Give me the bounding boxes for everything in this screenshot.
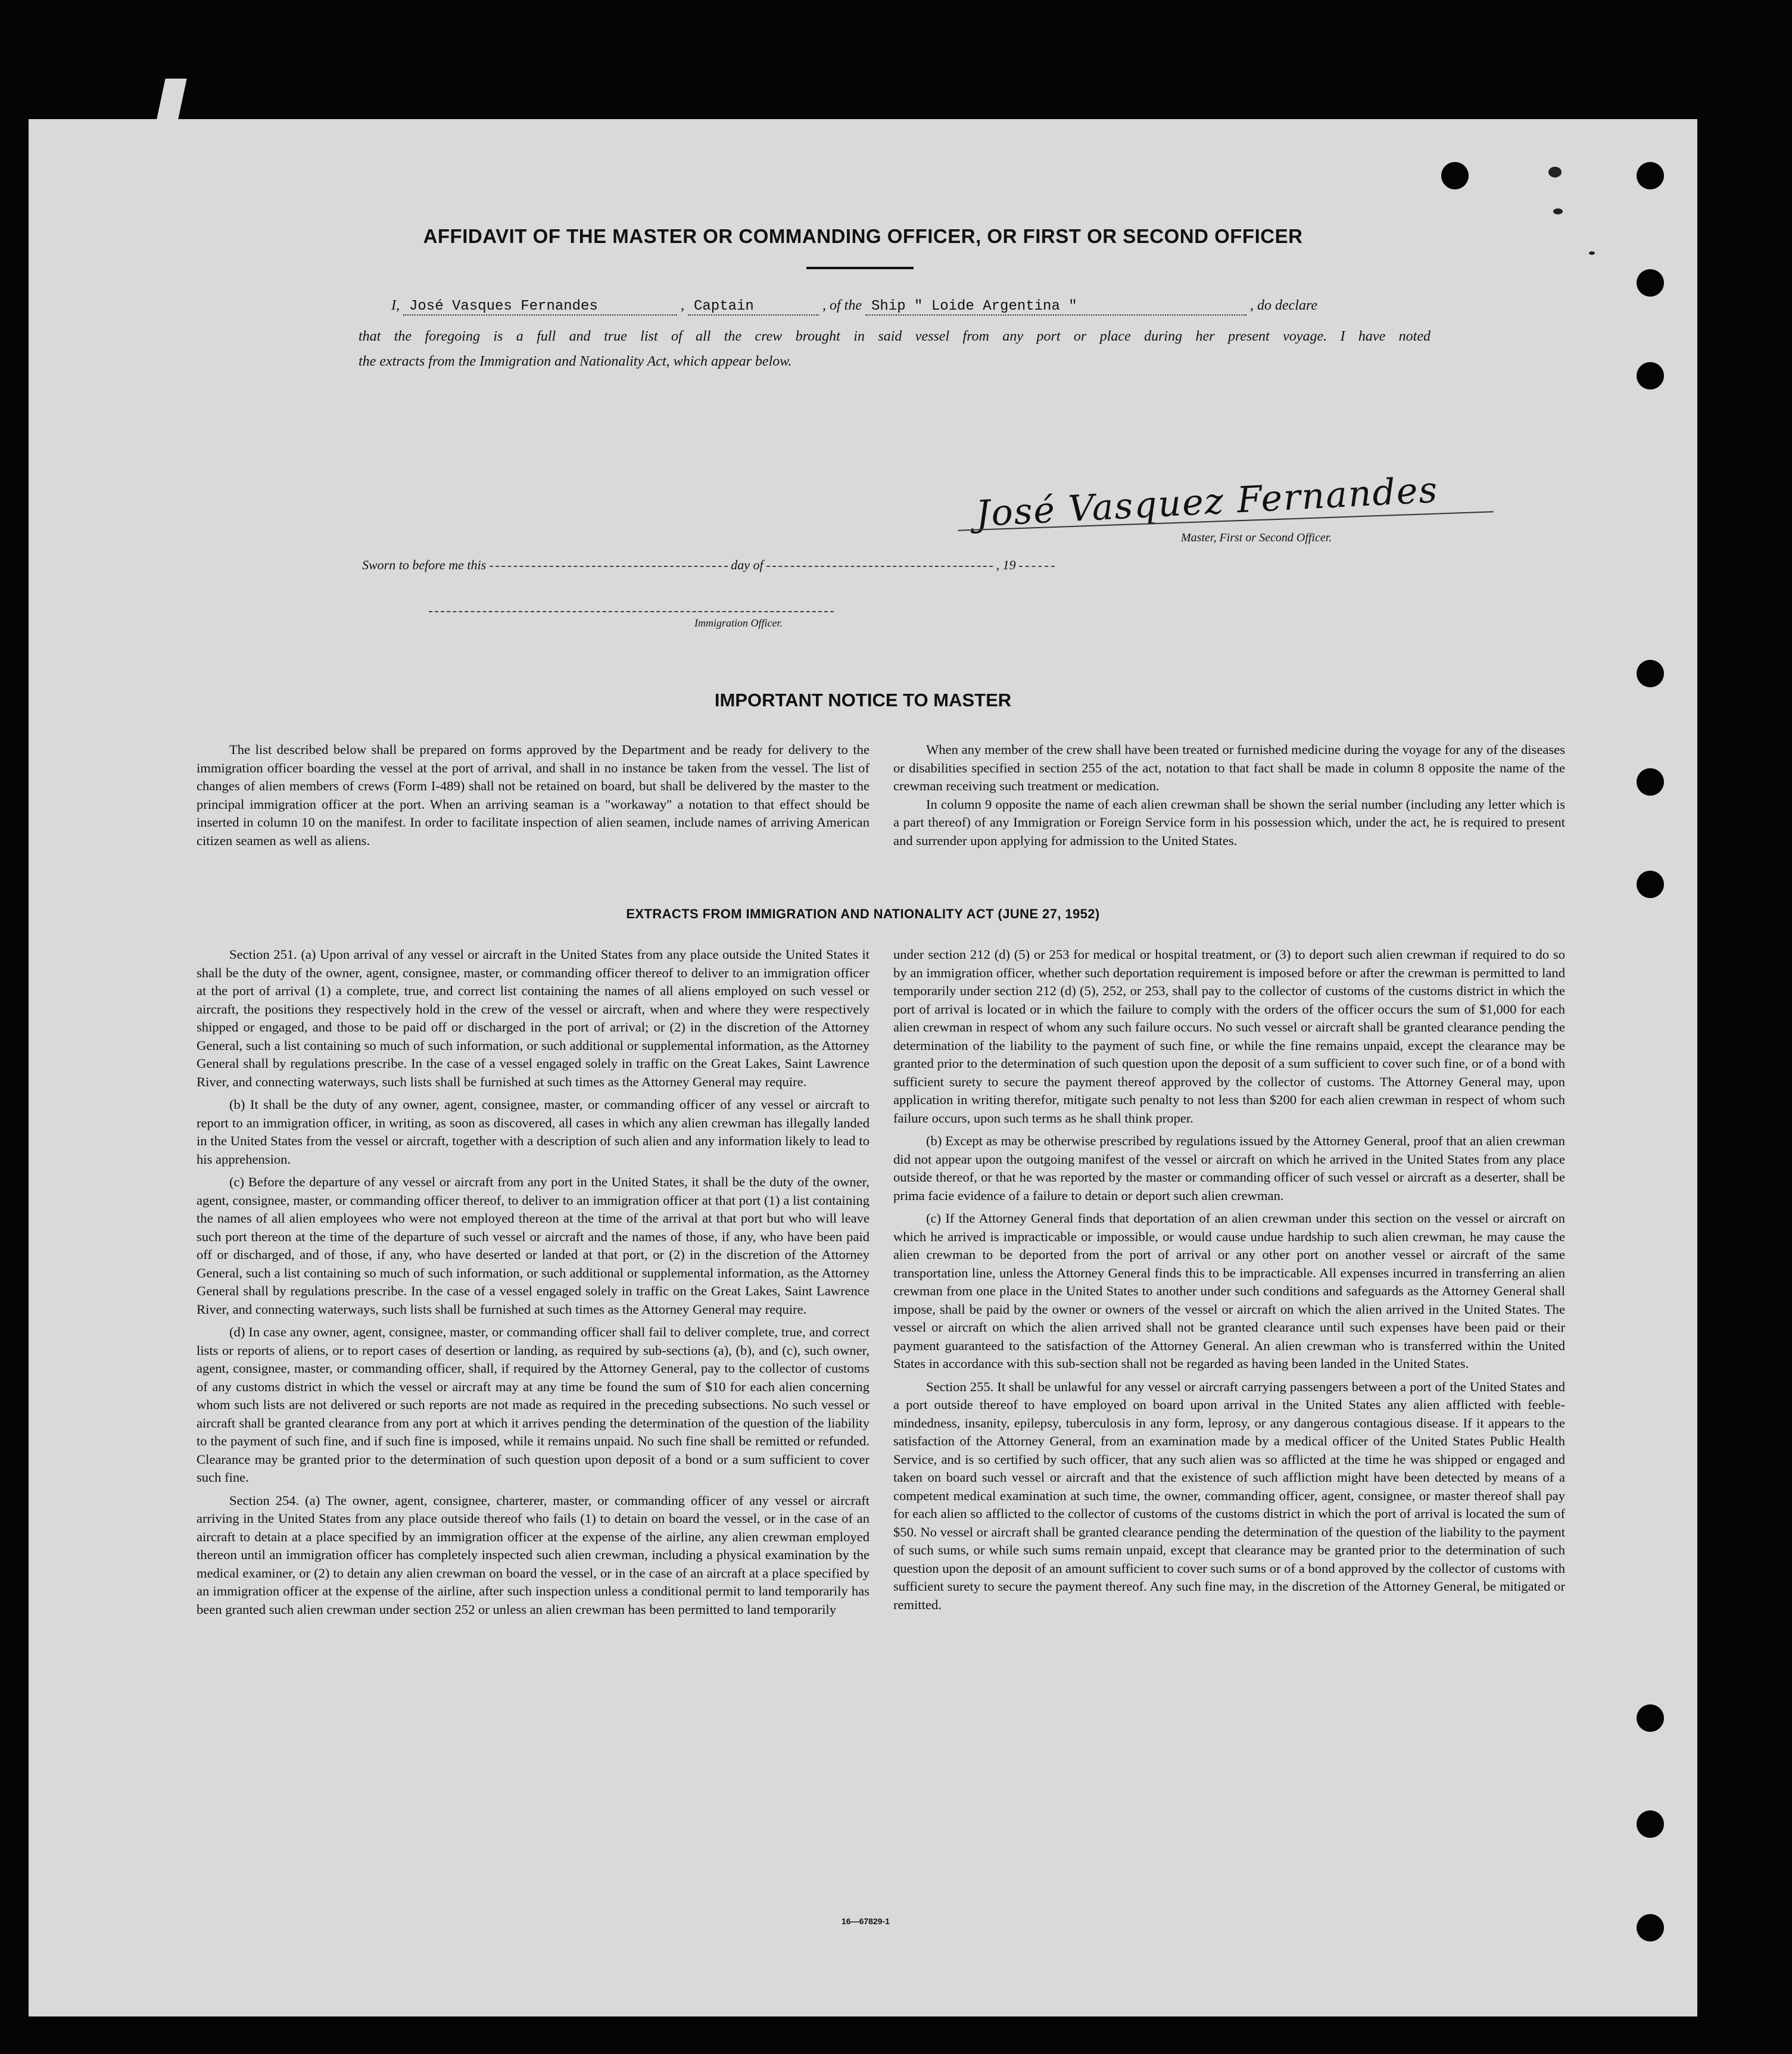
punch-hole bbox=[1637, 768, 1664, 796]
section-paragraph: (c) Before the departure of any vessel or aircraft from any port in the United States, it shall be the duty of the owner, agent, consignee, master, or commanding officer thereof, to deliver to an immigration officer at that port (1) a list containing the names of all alien employees who were not employed thereon at the time of the arrival at that port but who will leave such port thereon at the time of the departure of such vessel or aircraft and the names of those, if any, who have been paid off or discharged, and of those, if any, who have deserted or landed at that port, or (2) in the discretion of the Attorney General, such a list containing so much of such information, or such additional or supplemental information, as the Attorney General shall by regulations prescribe. In the case of a vessel engaged solely in traffic on the Great Lakes, Saint Lawrence River, and connecting waterways, such lists shall be furnished at such times as the Attorney General may require. bbox=[197, 1174, 869, 1317]
year-blank bbox=[1019, 566, 1055, 567]
section-paragraph: (c) If the Attorney General finds that deportation of an alien crewman under this section on the vessel or aircraft on which he arrived is impracticable or impossible, or would cause undue hardship to such alien crewman, he may cause the alien crewman to be deported from the port of arrival or any other port on another vessel or aircraft of the same transportation line, unless the Attorney General finds this to be impracticable. All expenses incurred in transferring an alien crewman from one place in the United States to another under such conditions and safeguards as the Attorney General shall impose, shall be paid by the owner or owners of the vessel or aircraft on which the alien arrived in the United States. The vessel or aircraft on which the alien arrived shall not be granted clearance until such expenses have been paid or their payment guaranteed to the satisfaction of the Attorney General. An alien crewman who is transferred within the United States in accordance with this sub-section shall not be regarded as having been landed in the United States. bbox=[893, 1211, 1565, 1371]
notice-title: IMPORTANT NOTICE TO MASTER bbox=[714, 690, 1012, 710]
master-signature: José Vasquez Fernandes bbox=[974, 469, 1439, 535]
declaration-line-1: I, José Vasques Fernandes , Captain , of the Ship " Loide Argentina " , do declare bbox=[391, 298, 1318, 314]
form-number: 16—67829-1 bbox=[842, 1916, 890, 1926]
immigration-officer-line bbox=[429, 611, 834, 612]
ink-speck bbox=[1553, 208, 1563, 214]
punch-hole bbox=[1637, 660, 1664, 687]
title-rule bbox=[806, 267, 914, 269]
section-paragraph: Section 255. It shall be unlawful for any vessel or aircraft carrying passengers between a port of the United States and a port outside thereof to have employed on board upon arrival in the United States any alien afflicted with feeble-mindedness, insanity, epilepsy, tuberculosis in any form, leprosy, or any dangerous contagious disease. If it appears to the satisfaction of the Attorney General, from an examination made by a medical officer of the United States Public Health Service, and is so certified by such officer, that any such alien was so afflicted at the time he was shipped or engaged and taken on board such vessel or aircraft and that the existence of such affliction might have been detected by means of a competent medical examination at such time, the owner, commanding officer, agent, consignee, or master thereof shall pay for each alien so afflicted to the collector of customs of the customs district in which the port of arrival is located the sum of $50. No vessel or aircraft shall be granted clearance pending the determination of the question of the liability to the payment of such sums, or while such sums remain unpaid, except that clearance may be granted prior to the determination of such question upon the deposit of an amount sufficient to cover such sums or of a bond approved by the collector of customs with sufficient surety to secure the payment thereof. Any such fine may, in the discretion of the Attorney General, be mitigated or remitted. bbox=[893, 1379, 1565, 1612]
vessel-field: Ship " Loide Argentina " bbox=[865, 298, 1246, 316]
punch-hole bbox=[1637, 871, 1664, 898]
section-paragraph: (d) In case any owner, agent, consignee, master, or commanding officer shall fail to deliver complete, true, and correct lists or reports of aliens, or to report cases of desertion or landing, as required by sub-sections (a), (b), and (c), such owner, agent, consignee, master, or commanding officer, shall, if required by the Attorney General, pay to the collector of customs of any customs district in which the vessel or aircraft may at any time be found the sum of $10 for each alien concerning whom such lists are not delivered or such reports are not made as required in the preceding subsections. No such vessel or aircraft shall be granted clearance from any port at which it arrives pending the determination of the question of the liability to the payment of such fine, and if such fine is imposed, while it remains unpaid. No such fine shall be remitted or refunded. Clearance may be granted prior to the determination of such question upon deposit of a bond or a sum sufficient to cover such fine. bbox=[197, 1324, 869, 1485]
notice-paragraph: When any member of the crew shall have been treated or furnished medicine during the voyage for any of the diseases or disabilities specified in section 255 of the act, notation to that fact shall be made in column 8 opposite the name of the crewman receiving such treatment or medication. bbox=[893, 742, 1565, 793]
master-name-field: José Vasques Fernandes bbox=[403, 298, 677, 316]
year-label: , 19 bbox=[996, 557, 1016, 572]
punch-hole bbox=[1441, 162, 1469, 189]
month-blank bbox=[766, 566, 993, 567]
punch-hole bbox=[1637, 162, 1664, 189]
punch-hole bbox=[1637, 1810, 1664, 1838]
section-paragraph: (b) Except as may be otherwise prescribed by regulations issued by the Attorney General, proof that an alien crewman did not appear upon the outgoing manifest of the vessel or aircraft on which he arrived in the United States from any place outside thereof, or that he was reported by the master or commanding officer of such vessel or aircraft as a deserter, shall be prima facie evidence of a failure to detain or deport such alien crewman. bbox=[893, 1133, 1565, 1203]
sworn-label: Sworn to before me this bbox=[362, 557, 487, 572]
immigration-officer-caption: Immigration Officer. bbox=[694, 617, 783, 629]
notice-right-column bbox=[893, 741, 1565, 850]
section-paragraph: (b) It shall be the duty of any owner, agent, consignee, master, or commanding officer of any vessel or aircraft to report to an immigration officer, in writing, as soon as discovered, all cases in which any alien crewman has illegally landed in the United States from the vessel or aircraft, together with a description of such alien and any information likely to lead to his apprehension. bbox=[197, 1097, 869, 1167]
signature-caption: Master, First or Second Officer. bbox=[1181, 531, 1332, 544]
i-label: I, bbox=[391, 298, 400, 313]
declaration-line-3: the extracts from the Immigration and Nationality Act, which appear below. bbox=[359, 354, 792, 369]
notice-paragraph: In column 9 opposite the name of each alien crewman shall be shown the serial number (including any letter which is a part thereof) of any Immigration or Foreign Service form in his possession which, under the act, he is required to present and surrender upon applying for admission to the United States. bbox=[893, 796, 1565, 848]
do-declare-label: , do declare bbox=[1250, 298, 1318, 313]
paper-corner-tab bbox=[156, 79, 186, 121]
punch-hole bbox=[1637, 1914, 1664, 1941]
extracts-right-column bbox=[893, 946, 1565, 1619]
ink-speck bbox=[1548, 167, 1562, 177]
sworn-line bbox=[362, 557, 1055, 573]
of-the-label: , of the bbox=[822, 298, 862, 313]
punch-hole bbox=[1637, 1704, 1664, 1732]
section-paragraph: Section 254. (a) The owner, agent, consignee, charterer, master, or commanding officer of any vessel or aircraft arriving in the United States from any place outside thereof who fails (1) to detain on board the vessel, or in the case of an aircraft to detain at a place specified by an immigration officer at the expense of the airline, any alien crewman employed thereon until an immigration officer has completely inspected such alien crewman, including a physical examination by the medical examiner, or (2) to detain any alien crewman on board the vessel, or in the case of an aircraft at a place specified by an immigration officer at the expense of the airline, after such inspection unless a conditional permit to land temporarily has been granted such alien crewman under section 252 or unless an alien crewman has been permitted to land temporarily bbox=[197, 1492, 869, 1617]
extracts-left-column bbox=[197, 946, 869, 1623]
day-of-label: day of bbox=[731, 557, 763, 572]
notice-left-column bbox=[197, 741, 869, 850]
extracts-title: EXTRACTS FROM IMMIGRATION AND NATIONALITY ACT (JUNE 27, 1952) bbox=[626, 906, 1100, 921]
section-paragraph: under section 212 (d) (5) or 253 for medical or hospital treatment, or (3) to deport such alien crewman if required to do so by an immigration officer, whether such deportation requirement is imposed before or after the crewman is permitted to land temporarily under section 212 (d) (5), 252, or 253, shall pay to the collector of customs of the customs district in which the port of arrival is located or in which the failure to comply with the orders of the officer occurs the sum of $1,000 for each alien crewman in respect of whom any such failure occurs. No such vessel or aircraft shall be granted clearance pending the determination of the liability to the payment of such fine, or while the fine remains unpaid, except the clearance may be granted prior to the determination of such question upon the deposit of a sum sufficient to cover such fine, or of a bond with sufficient surety to secure the payment thereof approved by the collector of customs. The Attorney General may, upon application in writing therefor, mitigate such penalty to not less than $200 for each alien crewman in respect of whom such failure occurs, upon such terms as he shall think proper. bbox=[893, 947, 1565, 1126]
ink-speck bbox=[1589, 251, 1595, 255]
affidavit-page bbox=[29, 119, 1697, 2016]
sworn-date-blank bbox=[490, 566, 728, 567]
affidavit-title: AFFIDAVIT OF THE MASTER OR COMMANDING OFFICER, OR FIRST OR SECOND OFFICER bbox=[423, 225, 1303, 247]
punch-hole bbox=[1637, 362, 1664, 389]
punch-hole bbox=[1637, 269, 1664, 297]
notice-paragraph: The list described below shall be prepared on forms approved by the Department and be ready for delivery to the immigration officer boarding the vessel at the port of arrival, and shall in no instance be taken from the vessel. The list of changes of alien members of crews (Form I-489) shall not be retained on board, but shall be delivered by the master to the principal immigration officer at the port. When an arriving seaman is a "workaway" a notation to that effect should be inserted in column 10 on the manifest. In order to facilitate inspection of alien seamen, include names of arriving American citizen seamen as well as aliens. bbox=[197, 742, 869, 848]
declaration-line-2: that the foregoing is a full and true list of all the crew brought in said vessel from any port or place during her present voyage. I have noted bbox=[359, 329, 1431, 344]
rank-field: Captain bbox=[688, 298, 819, 316]
section-paragraph: Section 251. (a) Upon arrival of any vessel or aircraft in the United States from any place outside the United States it shall be the duty of the owner, agent, consignee, master, or commanding officer thereof to deliver to an immigration officer at the port of arrival (1) a complete, true, and correct list containing the names of all aliens employed on such vessel or aircraft, the positions they respectively hold in the crew of the vessel or aircraft, when and where they were respectively shipped or engaged, and those to be paid off or discharged in the port of arrival; or (2) in the discretion of the Attorney General, such a list containing so much of such information, or such additional or supplemental information, as the Attorney General shall by regulations prescribe. In the case of a vessel engaged solely in traffic on the Great Lakes, Saint Lawrence River, and connecting waterways, such lists shall be furnished at such times as the Attorney General may require. bbox=[197, 947, 869, 1089]
